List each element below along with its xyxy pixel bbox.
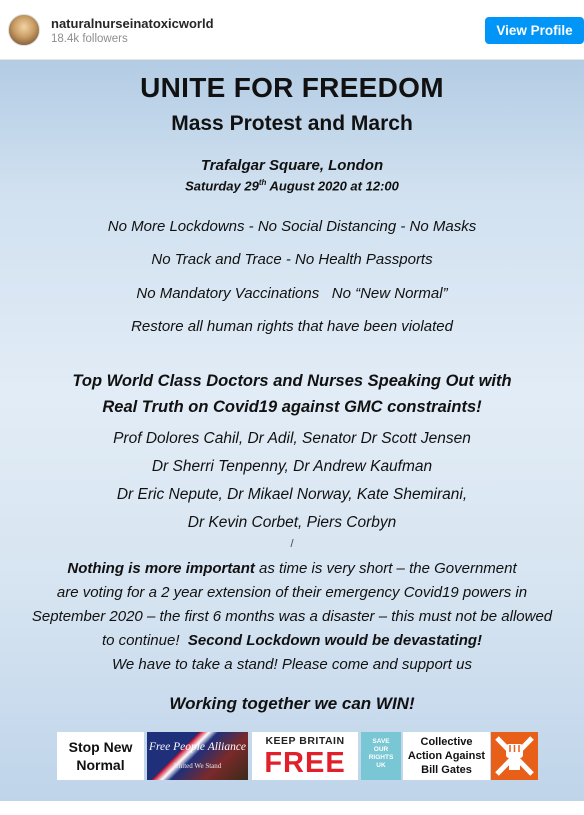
profile-avatar[interactable] — [8, 14, 40, 46]
save-our-rights-logo: SAVE OUR RIGHTS UK — [361, 732, 401, 780]
closing-slogan: Working together we can WIN! — [169, 694, 415, 713]
demand-line: No Track and Trace - No Health Passports — [151, 251, 433, 268]
poster-subtitle: Mass Protest and March — [171, 112, 413, 135]
stray-mark: / — [290, 538, 294, 550]
free-people-alliance-logo: Free People Alliance United We Stand — [147, 732, 248, 780]
protest-poster-image — [0, 60, 584, 801]
view-profile-button[interactable]: View Profile — [485, 17, 584, 44]
speaker-names: Prof Dolores Cahil, Dr Adil, Senator Dr Scott Jensen — [113, 430, 471, 447]
collective-action-logo: Collective Action Against Bill Gates — [403, 732, 490, 780]
event-location: Trafalgar Square, London — [200, 157, 384, 174]
follower-count: 18.4k followers — [51, 33, 128, 45]
message-line: are voting for a 2 year extension of their emergency Covid19 powers in — [56, 584, 528, 601]
raised-fist-icon — [491, 732, 538, 780]
message-line: Nothing is more important as time is very short – the Government — [67, 560, 517, 577]
stop-new-normal-logo: Stop New Normal — [57, 732, 144, 780]
speakers-heading: Top World Class Doctors and Nurses Speaking Out with — [72, 372, 512, 390]
event-date: Saturday 29th August 2020 at 12:00 — [185, 178, 399, 194]
speaker-names: Dr Eric Nepute, Dr Mikael Norway, Kate Shemirani, — [116, 486, 468, 503]
demand-line: Restore all human rights that have been violated — [131, 318, 453, 335]
profile-username[interactable]: naturalnurseinatoxicworld — [51, 16, 214, 31]
demand-line: No More Lockdowns - No Social Distancing - No Masks — [107, 218, 477, 235]
message-line: September 2020 – the first 6 months was a disaster – this must not be allowed — [31, 608, 553, 625]
speakers-heading: Real Truth on Covid19 against GMC constraints! — [102, 398, 482, 416]
poster-title: UNITE FOR FREEDOM — [140, 72, 444, 103]
speaker-names: Dr Sherri Tenpenny, Dr Andrew Kaufman — [151, 458, 433, 475]
speaker-names: Dr Kevin Corbet, Piers Corbyn — [187, 514, 397, 531]
message-line: We have to take a stand! Please come and support us — [112, 656, 472, 673]
message-line: to continue! Second Lockdown would be devastating! — [101, 632, 483, 649]
keep-britain-free-logo: KEEP BRITAIN FREE — [252, 732, 358, 780]
post-header — [0, 0, 584, 60]
demand-line: No Mandatory Vaccinations No “New Normal” — [136, 285, 448, 302]
